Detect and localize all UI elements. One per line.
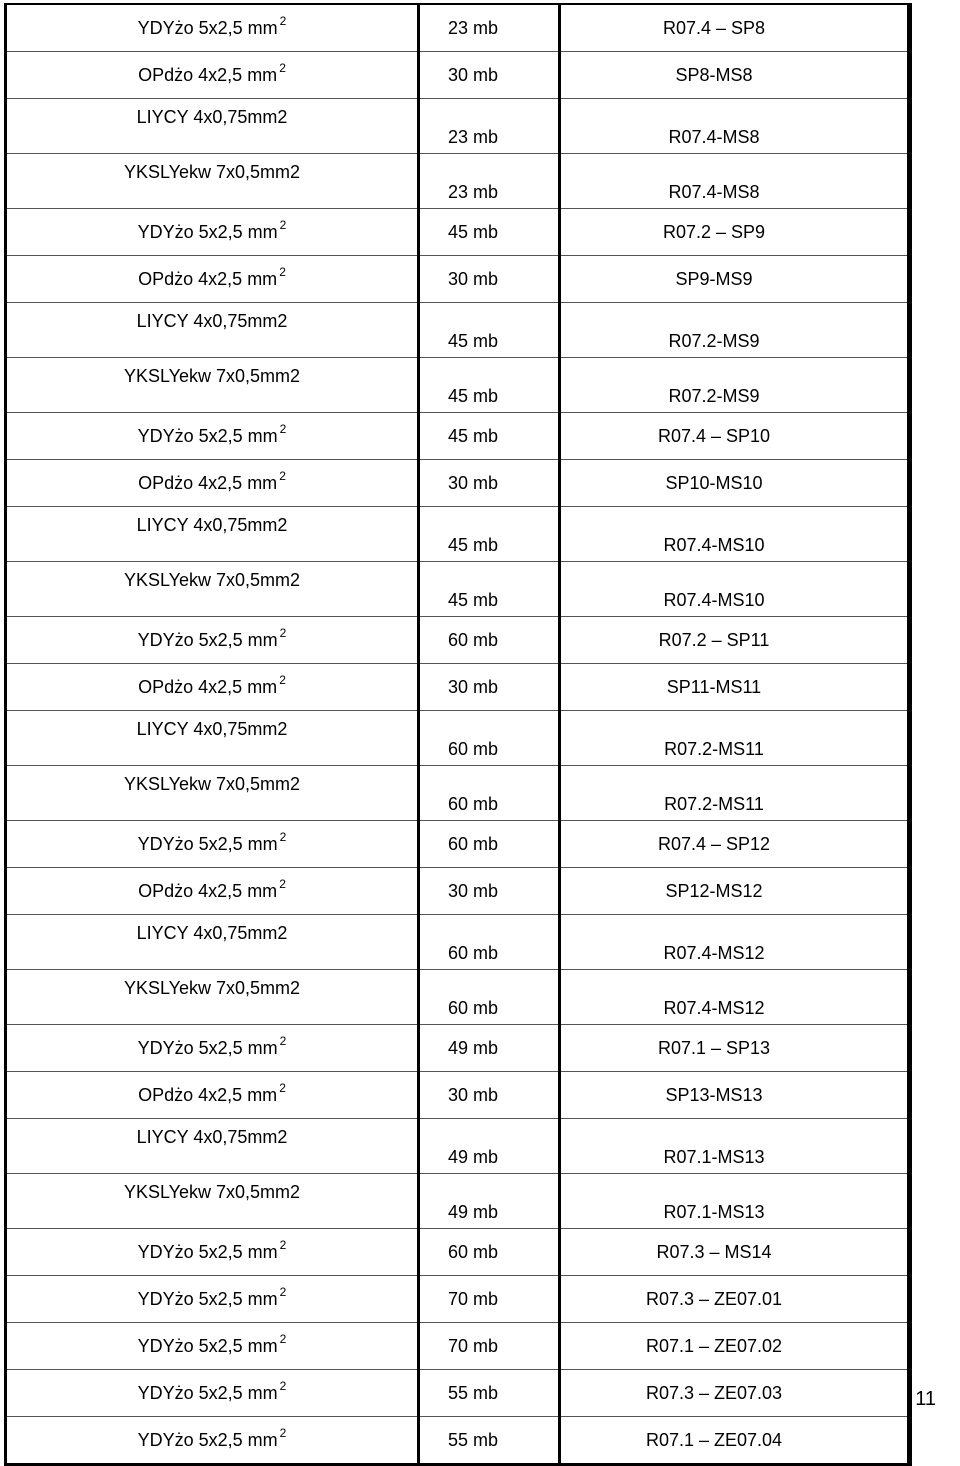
cable-type-text: YDYżo 5x2,5 mm: [137, 834, 278, 854]
cable-length-cell: 30 mb: [419, 256, 560, 303]
table-row: [6, 1370, 910, 1417]
cable-type-text: LIYCY 4x0,75mm2: [136, 1127, 288, 1147]
cable-length-cell: 45 mb: [419, 358, 560, 413]
cable-route-cell: R07.4-MS12: [560, 970, 910, 1025]
table-row: [6, 507, 910, 562]
table-row: [6, 413, 910, 460]
cable-type-text: YDYżo 5x2,5 mm: [137, 1430, 278, 1450]
cross-section-superscript: 2: [279, 265, 286, 279]
cable-type-cell: [6, 1174, 419, 1229]
table-row: [6, 303, 910, 358]
cross-section-superscript: 2: [279, 1034, 287, 1048]
cable-type-cell: [6, 256, 419, 303]
cable-length-cell: 30 mb: [419, 1072, 560, 1119]
table-row: [6, 4, 910, 52]
table-row: [6, 358, 910, 413]
table-row: [6, 711, 910, 766]
cable-type-cell: [6, 1370, 419, 1417]
cable-length-cell: 60 mb: [419, 821, 560, 868]
table-row: [6, 1323, 910, 1370]
cable-type-cell: [6, 358, 419, 413]
cable-type-text: YKSLYekw 7x0,5mm2: [123, 774, 301, 794]
cross-section-superscript: 2: [279, 1081, 286, 1095]
cable-type-text: OPdżo 4x2,5 mm: [138, 677, 278, 697]
cross-section-superscript: 2: [279, 830, 287, 844]
cable-type-text: YKSLYekw 7x0,5mm2: [123, 162, 301, 182]
table-row: [6, 562, 910, 617]
cable-type-text: OPdżo 4x2,5 mm: [138, 1085, 278, 1105]
cross-section-superscript: 2: [279, 469, 286, 483]
cable-type-cell: [6, 52, 419, 99]
cable-route-cell: R07.4-MS12: [560, 915, 910, 970]
cross-section-superscript: 2: [279, 673, 286, 687]
cable-type-text: YKSLYekw 7x0,5mm2: [123, 570, 301, 590]
cable-type-text: YDYżo 5x2,5 mm: [137, 18, 278, 38]
cable-length-cell: 49 mb: [419, 1119, 560, 1174]
cable-type-text: YDYżo 5x2,5 mm: [137, 1242, 278, 1262]
cable-type-cell: [6, 664, 419, 711]
cable-type-text: YKSLYekw 7x0,5mm2: [123, 366, 301, 386]
table-row: [6, 1025, 910, 1072]
cable-type-cell: [6, 915, 419, 970]
table-row: [6, 460, 910, 507]
table-row: [6, 868, 910, 915]
table-row: [6, 970, 910, 1025]
table-row: [6, 1276, 910, 1323]
cable-type-text: YDYżo 5x2,5 mm: [137, 1336, 278, 1356]
cable-length-cell: 23 mb: [419, 99, 560, 154]
cable-type-cell: [6, 1119, 419, 1174]
cable-length-cell: 60 mb: [419, 915, 560, 970]
cable-length-cell: 30 mb: [419, 868, 560, 915]
cable-length-cell: 23 mb: [419, 4, 560, 52]
cable-type-cell: [6, 766, 419, 821]
cable-route-cell: R07.2 – SP9: [560, 209, 910, 256]
cable-type-cell: [6, 460, 419, 507]
cable-route-cell: R07.4 – SP8: [560, 4, 910, 52]
cable-length-cell: 45 mb: [419, 209, 560, 256]
cable-length-cell: 30 mb: [419, 664, 560, 711]
cable-route-cell: R07.4-MS8: [560, 154, 910, 209]
table-row: [6, 52, 910, 99]
table-row: [6, 99, 910, 154]
cable-route-cell: R07.1 – ZE07.02: [560, 1323, 910, 1370]
cable-type-cell: [6, 1229, 419, 1276]
cable-type-cell: [6, 303, 419, 358]
cable-type-cell: [6, 970, 419, 1025]
cross-section-superscript: 2: [279, 61, 286, 75]
cable-route-cell: R07.3 – ZE07.01: [560, 1276, 910, 1323]
cable-route-cell: R07.4-MS10: [560, 507, 910, 562]
cable-length-cell: 70 mb: [419, 1323, 560, 1370]
cable-schedule-table: [4, 3, 912, 1466]
cross-section-superscript: 2: [279, 1332, 287, 1346]
table-row: [6, 617, 910, 664]
cable-length-cell: 23 mb: [419, 154, 560, 209]
cable-length-cell: 45 mb: [419, 507, 560, 562]
cable-type-text: LIYCY 4x0,75mm2: [136, 923, 288, 943]
table-row: [6, 256, 910, 303]
cable-length-cell: 30 mb: [419, 52, 560, 99]
cross-section-superscript: 2: [279, 1238, 287, 1252]
cable-route-cell: R07.3 – ZE07.03: [560, 1370, 910, 1417]
cable-type-cell: [6, 711, 419, 766]
cable-type-cell: [6, 99, 419, 154]
cable-length-cell: 30 mb: [419, 460, 560, 507]
cable-type-text: YKSLYekw 7x0,5mm2: [123, 978, 301, 998]
cable-length-cell: 55 mb: [419, 1370, 560, 1417]
cable-route-cell: SP11-MS11: [560, 664, 910, 711]
cable-type-text: YDYżo 5x2,5 mm: [137, 630, 278, 650]
cable-route-cell: R07.4 – SP10: [560, 413, 910, 460]
cable-route-cell: SP9-MS9: [560, 256, 910, 303]
cable-length-cell: 49 mb: [419, 1174, 560, 1229]
cable-type-cell: [6, 1025, 419, 1072]
cross-section-superscript: 2: [279, 877, 286, 891]
cable-type-text: YDYżo 5x2,5 mm: [137, 1038, 278, 1058]
table-row: [6, 1417, 910, 1465]
cable-length-cell: 60 mb: [419, 970, 560, 1025]
cable-route-cell: R07.1-MS13: [560, 1119, 910, 1174]
cable-route-cell: R07.2-MS9: [560, 358, 910, 413]
table-row: [6, 766, 910, 821]
cross-section-superscript: 2: [279, 218, 287, 232]
cable-route-cell: R07.4-MS8: [560, 99, 910, 154]
cable-route-cell: R07.1 – ZE07.04: [560, 1417, 910, 1465]
table-body: [6, 4, 910, 1465]
cable-route-cell: SP8-MS8: [560, 52, 910, 99]
cable-type-cell: [6, 617, 419, 664]
table-row: [6, 209, 910, 256]
cable-length-cell: 45 mb: [419, 562, 560, 617]
cable-type-cell: [6, 507, 419, 562]
cable-type-cell: [6, 1072, 419, 1119]
cable-type-text: YDYżo 5x2,5 mm: [137, 1383, 278, 1403]
cable-type-text: YDYżo 5x2,5 mm: [137, 1289, 278, 1309]
cable-type-cell: [6, 821, 419, 868]
table-row: [6, 154, 910, 209]
cable-route-cell: R07.2-MS11: [560, 711, 910, 766]
cable-type-text: LIYCY 4x0,75mm2: [136, 311, 288, 331]
cable-type-text: OPdżo 4x2,5 mm: [138, 881, 278, 901]
cable-length-cell: 60 mb: [419, 766, 560, 821]
cable-length-cell: 45 mb: [419, 413, 560, 460]
cable-type-cell: [6, 562, 419, 617]
cable-type-text: LIYCY 4x0,75mm2: [136, 107, 288, 127]
cable-route-cell: SP10-MS10: [560, 460, 910, 507]
cable-type-cell: [6, 154, 419, 209]
cable-route-cell: R07.1 – SP13: [560, 1025, 910, 1072]
cable-route-cell: R07.3 – MS14: [560, 1229, 910, 1276]
cable-type-cell: [6, 1276, 419, 1323]
cross-section-superscript: 2: [279, 1285, 287, 1299]
cable-type-text: OPdżo 4x2,5 mm: [138, 65, 278, 85]
cable-type-cell: [6, 413, 419, 460]
cable-length-cell: 60 mb: [419, 617, 560, 664]
cable-type-cell: [6, 1323, 419, 1370]
cable-length-cell: 70 mb: [419, 1276, 560, 1323]
cable-type-cell: [6, 4, 419, 52]
cable-type-cell: [6, 209, 419, 256]
cable-type-text: YDYżo 5x2,5 mm: [137, 426, 278, 446]
cable-length-cell: 45 mb: [419, 303, 560, 358]
cable-length-cell: 55 mb: [419, 1417, 560, 1465]
cable-type-text: OPdżo 4x2,5 mm: [138, 473, 278, 493]
page-number: 11: [915, 1388, 936, 1410]
cross-section-superscript: 2: [279, 14, 287, 28]
table-row: [6, 664, 910, 711]
cable-route-cell: R07.2-MS9: [560, 303, 910, 358]
cable-route-cell: SP12-MS12: [560, 868, 910, 915]
table-row: [6, 821, 910, 868]
cable-length-cell: 60 mb: [419, 711, 560, 766]
table-row: [6, 1119, 910, 1174]
cable-route-cell: R07.4 – SP12: [560, 821, 910, 868]
cable-type-text: LIYCY 4x0,75mm2: [136, 515, 288, 535]
cross-section-superscript: 2: [279, 1379, 287, 1393]
table-row: [6, 1229, 910, 1276]
cable-route-cell: R07.2 – SP11: [560, 617, 910, 664]
cable-type-text: LIYCY 4x0,75mm2: [136, 719, 288, 739]
table-row: [6, 1174, 910, 1229]
cable-length-cell: 60 mb: [419, 1229, 560, 1276]
cable-route-cell: R07.4-MS10: [560, 562, 910, 617]
cable-type-text: YDYżo 5x2,5 mm: [137, 222, 278, 242]
cable-type-cell: [6, 1417, 419, 1465]
cable-route-cell: R07.1-MS13: [560, 1174, 910, 1229]
cable-route-cell: SP13-MS13: [560, 1072, 910, 1119]
cross-section-superscript: 2: [279, 422, 287, 436]
cable-type-text: YKSLYekw 7x0,5mm2: [123, 1182, 301, 1202]
cross-section-superscript: 2: [279, 626, 287, 640]
cable-type-text: OPdżo 4x2,5 mm: [138, 269, 278, 289]
cross-section-superscript: 2: [279, 1426, 287, 1440]
table-row: [6, 915, 910, 970]
table-row: [6, 1072, 910, 1119]
cable-route-cell: R07.2-MS11: [560, 766, 910, 821]
cable-type-cell: [6, 868, 419, 915]
cable-length-cell: 49 mb: [419, 1025, 560, 1072]
